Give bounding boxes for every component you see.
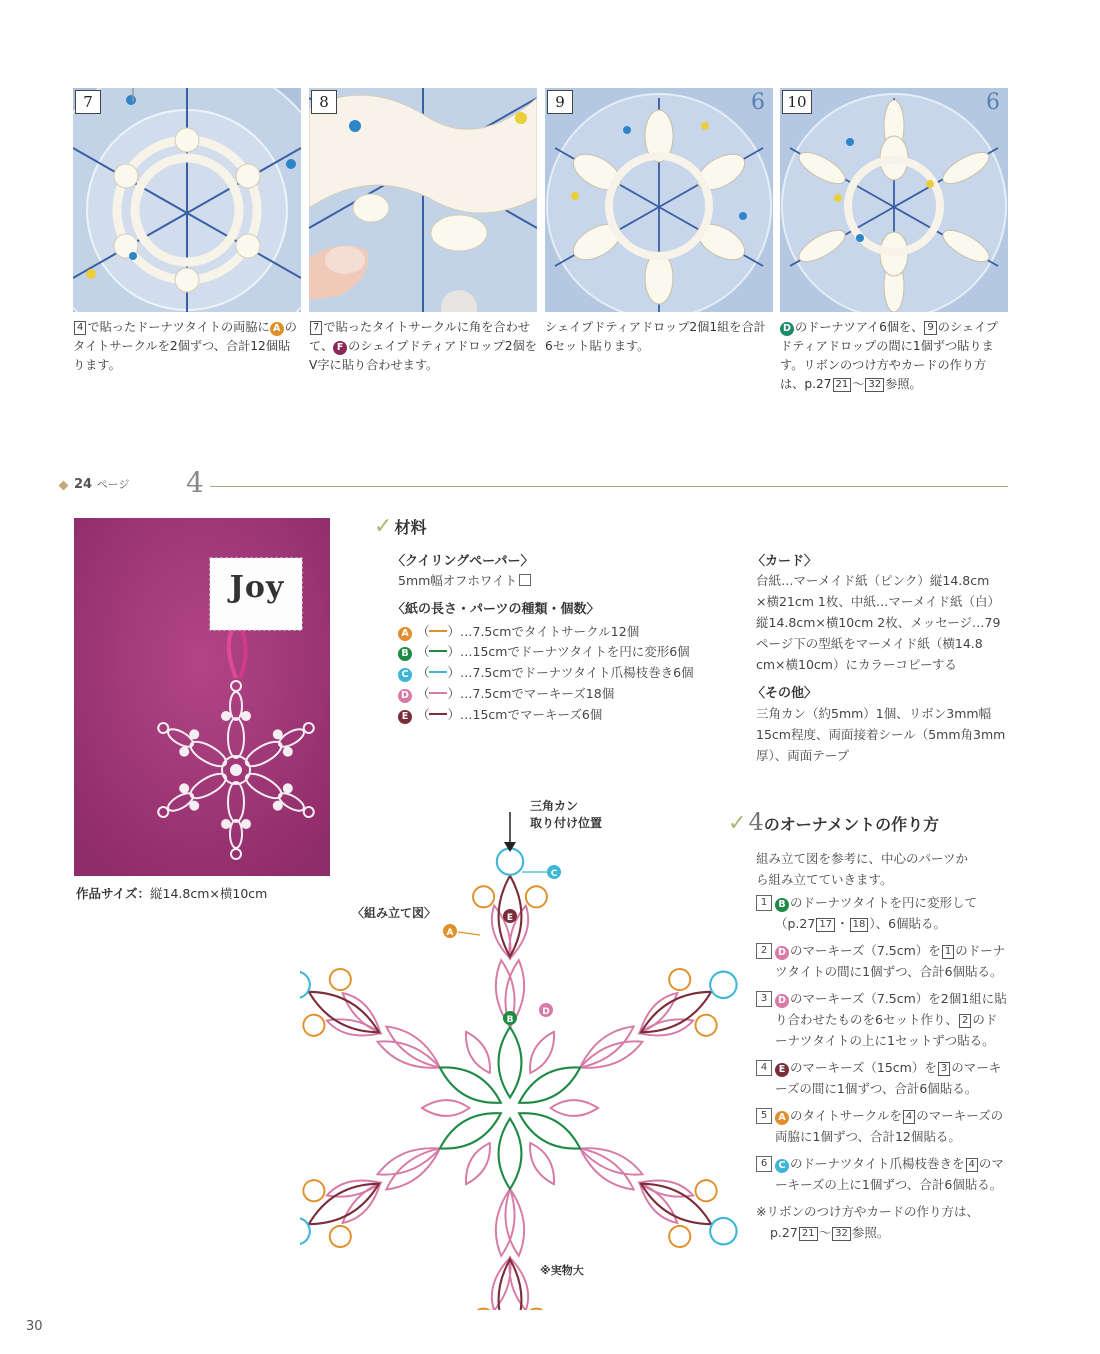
part-d-marker: D (780, 322, 794, 336)
step-photo-9 (545, 88, 773, 312)
assembly-diagram (300, 800, 740, 1310)
page-mark: 6 (751, 90, 765, 115)
assembly-title: 〈組み立て図〉 (352, 906, 437, 920)
card-spec: 台紙…マーメイド紙（ピンク）縦14.8cm ×横21cm 1枚、中紙…マーメイド紙（白） 縦14.8cm×横10cm 2枚、メッセージ…79 ページ下の型紙をマーメイド紙（横14.8 cm×横10cm）にカラーコピーする (756, 573, 1001, 672)
howto-heading: ✓4のオーナメントの作り方 (728, 808, 940, 836)
step-caption-9: シェイプドティアドロップ2個1組を合計6セット貼ります。 (545, 320, 766, 353)
card-message: Joy (229, 570, 285, 605)
howto-step: 2 D のマーキーズ（7.5cm）を 1 のドーナツタイトの間に1個ずつ、合計6個貼る。 (756, 940, 1008, 982)
parts-title: 〈紙の長さ・パーツの種類・個数〉 (392, 602, 600, 617)
step-photo-8 (309, 88, 537, 312)
hanger-position-label: 三角カン 取り付け位置 (530, 799, 603, 830)
svg-text:D: D (542, 1007, 550, 1017)
howto-step: 6 C のドーナツタイト爪楊枝巻きを 4 のマーキーズの上に1個ずつ、合計6個貼る。 (756, 1153, 1008, 1195)
howto-step: 4 E のマーキーズ（15cm）を 3 のマーキーズの間に1個ずつ、合計6個貼る。 (756, 1057, 1008, 1099)
svg-text:C: C (550, 869, 558, 879)
check-icon: ✓ (374, 514, 393, 539)
section-number: 4 (186, 466, 204, 499)
page-number: 30 (26, 1319, 43, 1334)
check-icon: ✓ (728, 811, 747, 836)
howto-note: ※リボンのつけ方やカードの作り方は、 p.27 21 〜 32 参照。 (756, 1204, 979, 1240)
step-photo-10 (780, 88, 1008, 312)
other-spec: 三角カン（約5mm）1個、リボン3mm幅 15cm程度、両面接着シール（5mm角3mm 厚）、両面テープ (756, 706, 1006, 763)
card-title: 〈カード〉 (752, 554, 818, 569)
part-a-marker: A (270, 322, 284, 336)
materials-heading: ✓ 材料 (374, 514, 427, 539)
step-caption-10: D のドーナツアイ6個を、 9 のシェイプドティアドロップの間に1個ずつ貼ります。リボンのつけ方やカードの作り方は、p.27 21 〜 32 参照。 (780, 320, 999, 391)
part-row: A （ ）…7.5cmでタイトサークル12個 (398, 622, 639, 642)
actual-size-note: ※実物大 (540, 1264, 584, 1277)
howto-step: 1 B のドーナツタイトを円に変形して（p.27 17 ・ 18 ）、6個貼る。 (756, 892, 1008, 934)
swatch-icon (519, 574, 531, 586)
step-caption-8: 7 で貼ったタイトサークルに角を合わせて、 F のシェイプドティアドロップ2個をV字に貼り合わせます。 (309, 320, 537, 372)
howto-step: 5 A のタイトサークルを 4 のマーキーズの両脇に1個ずつ、合計12個貼る。 (756, 1105, 1008, 1147)
step-number: 9 (547, 90, 573, 114)
step-number: 10 (782, 90, 812, 114)
howto-steps (756, 892, 1008, 1243)
part-row: D （ ）…7.5cmでマーキーズ18個 (398, 684, 614, 704)
svg-text:E: E (506, 913, 514, 923)
part-row: E （ ）…15cmでマーキーズ6個 (398, 705, 602, 725)
page-mark: 6 (986, 90, 1000, 115)
svg-text:B: B (506, 1015, 514, 1025)
step-caption-7: 4 で貼ったドーナツタイトの両脇に A のタイトサークルを2個ずつ、合計12個貼ります。 (73, 320, 297, 372)
card-photo (74, 518, 330, 876)
howto-step: 3 D のマーキーズ（7.5cm）を2個1組に貼り合わせたものを6セット作り、 2 のドーナツタイトの上に1セットずつ貼る。 (756, 988, 1008, 1051)
part-row: B （ ）…15cmでドーナツタイトを円に変形6個 (398, 642, 690, 662)
part-row: C （ ）…7.5cmでドーナツタイト爪楊枝巻き6個 (398, 663, 694, 683)
howto-intro: 組み立て図を参考に、中心のパーツか ら組み立てていきます。 (756, 851, 969, 887)
section-header (60, 466, 1008, 500)
work-size: 作品サイズ：縦14.8cm×横10cm (76, 886, 268, 901)
step-photo-7 (73, 88, 301, 312)
step-number: 7 (75, 90, 101, 114)
step-number: 8 (311, 90, 337, 114)
quilling-title: 〈クイリングペーパー〉 (392, 554, 534, 569)
other-title: 〈その他〉 (752, 686, 818, 701)
quilling-value: 5mm幅オフホワイト (398, 570, 531, 591)
section-divider (210, 486, 1008, 487)
section-page-ref: 24 ページ (74, 477, 130, 492)
diamond-icon (59, 481, 69, 491)
part-f-marker: F (333, 341, 347, 355)
svg-text:A: A (446, 928, 454, 938)
